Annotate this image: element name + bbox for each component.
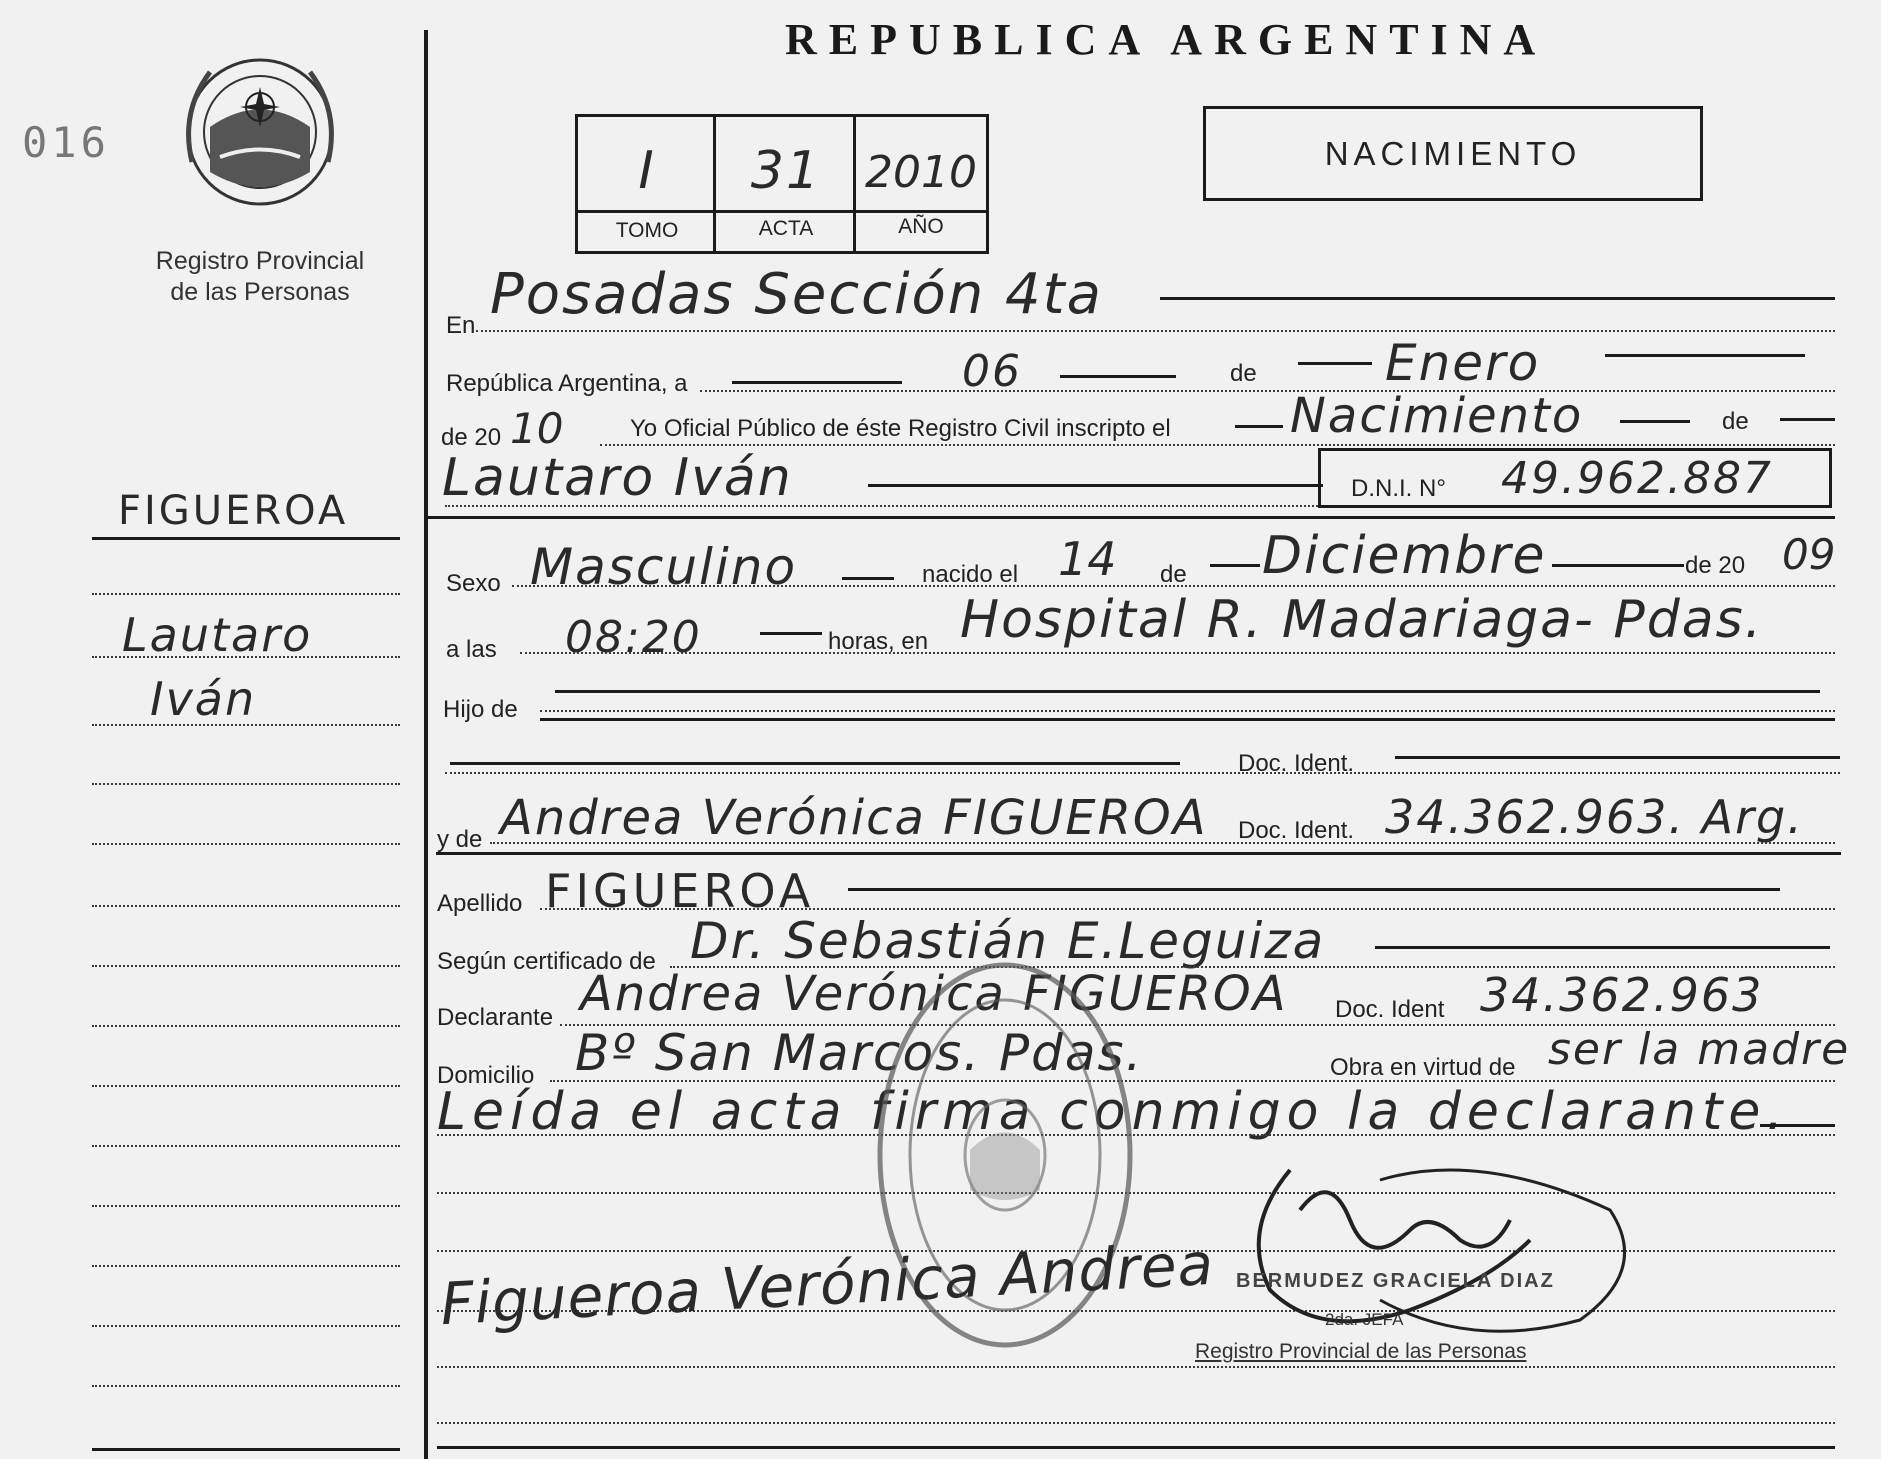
doctor-rule (1375, 946, 1830, 949)
name-dotline (445, 505, 1318, 507)
doc-ident-label-1: Doc. Ident. (1238, 750, 1355, 777)
doc-ident-label-2: Doc. Ident. (1238, 817, 1355, 844)
margin-surname-rule (92, 537, 400, 540)
mother-name-value: Andrea Verónica FIGUEROA (500, 790, 1208, 846)
bottom-rule (437, 1446, 1835, 1449)
de20-label: de 20 (441, 424, 502, 451)
horas-en-label: horas, en (828, 628, 929, 655)
hijo-label: Hijo de (443, 696, 518, 723)
acto-dotline (600, 444, 1835, 446)
apellido-rule (848, 888, 1780, 891)
child-name-value: Lautaro Iván (442, 448, 793, 508)
declarant-signature: Figueroa Verónica Andrea (438, 1229, 1216, 1339)
sexo-dotline (512, 585, 1835, 587)
father-rule-2 (540, 718, 1835, 721)
margin-given-name-2: Iván (150, 672, 257, 726)
margin-surname: FIGUEROA (118, 488, 349, 534)
mother-bottom-rule (436, 852, 1841, 855)
sexo-label: Sexo (446, 570, 501, 597)
doctor-value: Dr. Sebastián E.Leguiza (690, 912, 1326, 970)
acto-value: Nacimiento (1290, 388, 1584, 444)
official-role-stamp: 2da. JEFA (1325, 1310, 1404, 1329)
place-dotline (476, 330, 1835, 332)
month-value: Enero (1385, 334, 1541, 392)
nacido-label: nacido el (922, 561, 1019, 588)
margin-dotline (92, 593, 400, 595)
de2000-label: de 20 (1685, 552, 1746, 579)
obra-value: ser la madre (1548, 1024, 1851, 1075)
hijo-dotline (540, 710, 1835, 712)
margin-dotline (92, 1265, 400, 1267)
birth-year-value: 09 (1782, 530, 1836, 579)
apellido-label: Apellido (437, 890, 523, 917)
birth-day-value: 14 (1058, 532, 1117, 586)
margin-bottom-rule (92, 1448, 400, 1451)
acto-rule (1235, 425, 1283, 428)
month-rule-2 (1605, 354, 1805, 357)
official-office-stamp: Registro Provincial de las Personas (1195, 1340, 1527, 1363)
place-value: Posadas Sección 4ta (490, 262, 1103, 327)
sexo-value: Masculino (530, 538, 798, 596)
official-name-stamp: BERMUDEZ GRACIELA DIAZ (1236, 1270, 1555, 1292)
tomo-label: TOMO (615, 219, 679, 242)
father-doc-rule (450, 762, 1180, 765)
declarant-doc-value: 34.362.963 (1480, 968, 1764, 1022)
de-label-2: de (1722, 408, 1749, 435)
day-rule (732, 381, 902, 384)
birth-place-value: Hospital R. Madariaga- Pdas. (960, 590, 1764, 650)
margin-dotline (92, 1385, 400, 1387)
month-rule (1298, 362, 1372, 365)
margin-dotline (92, 724, 400, 726)
hour-value: 08:20 (565, 612, 702, 663)
en-label: En (446, 312, 476, 339)
record-box-divider (578, 210, 986, 213)
margin-dotline (92, 905, 400, 907)
margin-dotline (92, 656, 400, 658)
dni-box (1318, 448, 1832, 508)
segun-label: Según certificado de (437, 948, 656, 975)
day-rule-2 (1060, 375, 1176, 378)
tomo-value: I (638, 141, 656, 201)
birth-month-value: Diciembre (1262, 526, 1547, 586)
margin-dotline (92, 843, 400, 845)
father-doc-dotline (445, 772, 1840, 774)
record-type-box (1203, 106, 1703, 201)
republica-label: República Argentina, a (446, 370, 688, 397)
dni-label: D.N.I. N° (1351, 475, 1446, 502)
birth-month-rule-2 (1552, 564, 1684, 567)
oficial-label: Yo Oficial Público de éste Registro Civil inscripto el (630, 415, 1171, 442)
hour-rule (760, 632, 822, 635)
document-title: REPUBLICA ARGENTINA (785, 15, 1548, 64)
declarante-label: Declarante (437, 1004, 554, 1031)
margin-dotline (92, 1205, 400, 1207)
record-number-box (575, 114, 989, 254)
leida-rule (1760, 1124, 1835, 1127)
registry-office-name (140, 246, 380, 308)
obra-label: Obra en virtud de (1330, 1054, 1516, 1081)
official-signature-icon (1230, 1150, 1650, 1370)
apellido-dotline (540, 908, 1835, 910)
sexo-rule (842, 577, 894, 580)
registry-office-line2: de las Personas (170, 278, 350, 306)
margin-dotline (92, 1025, 400, 1027)
father-doc-rule-2 (1395, 756, 1840, 759)
acta-label: ACTA (758, 217, 814, 240)
acta-value: 31 (750, 141, 822, 201)
margin-dotline (92, 965, 400, 967)
anio-label: AÑO (898, 215, 944, 238)
alas-dotline (520, 652, 1835, 654)
apellido-value: FIGUEROA (545, 864, 815, 918)
declarant-name-value: Andrea Verónica FIGUEROA (580, 966, 1288, 1022)
margin-given-name-1: Lautaro (122, 608, 313, 662)
leida-value: Leída el acta firma conmigo la declarante. (437, 1082, 1789, 1142)
margin-dotline (92, 1085, 400, 1087)
blank-dotline (437, 1422, 1835, 1424)
de-label-3: de (1160, 561, 1187, 588)
anio-value: 2010 (865, 147, 977, 198)
place-rule (1160, 297, 1835, 300)
mother-dotline (490, 842, 1835, 844)
record-type: NACIMIENTO (1324, 135, 1582, 172)
day-value: 06 (962, 346, 1022, 397)
doc-ident-label-3: Doc. Ident (1335, 996, 1445, 1023)
margin-dotline (92, 783, 400, 785)
address-value: Bº San Marcos. Pdas. (575, 1024, 1144, 1082)
mother-doc-value: 34.362.963. Arg. (1385, 790, 1804, 844)
registry-office-line1: Registro Provincial (155, 247, 365, 275)
acto-rule-2 (1620, 420, 1690, 423)
de-label-1: de (1230, 360, 1257, 387)
date-dotline (700, 390, 1835, 392)
alas-label: a las (446, 636, 497, 663)
child-name-rule (868, 484, 1323, 487)
margin-dotline (92, 1145, 400, 1147)
column-divider (424, 30, 428, 1459)
yde-label: y de (437, 826, 483, 853)
domicilio-label: Domicilio (437, 1062, 535, 1089)
acto-rule-3 (1780, 418, 1835, 421)
margin-dotline (92, 1325, 400, 1327)
dni-value: 49.962.887 (1501, 453, 1773, 504)
birth-month-rule (1210, 564, 1260, 567)
year-suffix-value: 10 (510, 404, 564, 453)
province-seal-icon (180, 52, 340, 222)
name-bottom-rule (428, 516, 1835, 519)
margin-number: 016 (22, 118, 110, 167)
father-rule (555, 690, 1820, 693)
